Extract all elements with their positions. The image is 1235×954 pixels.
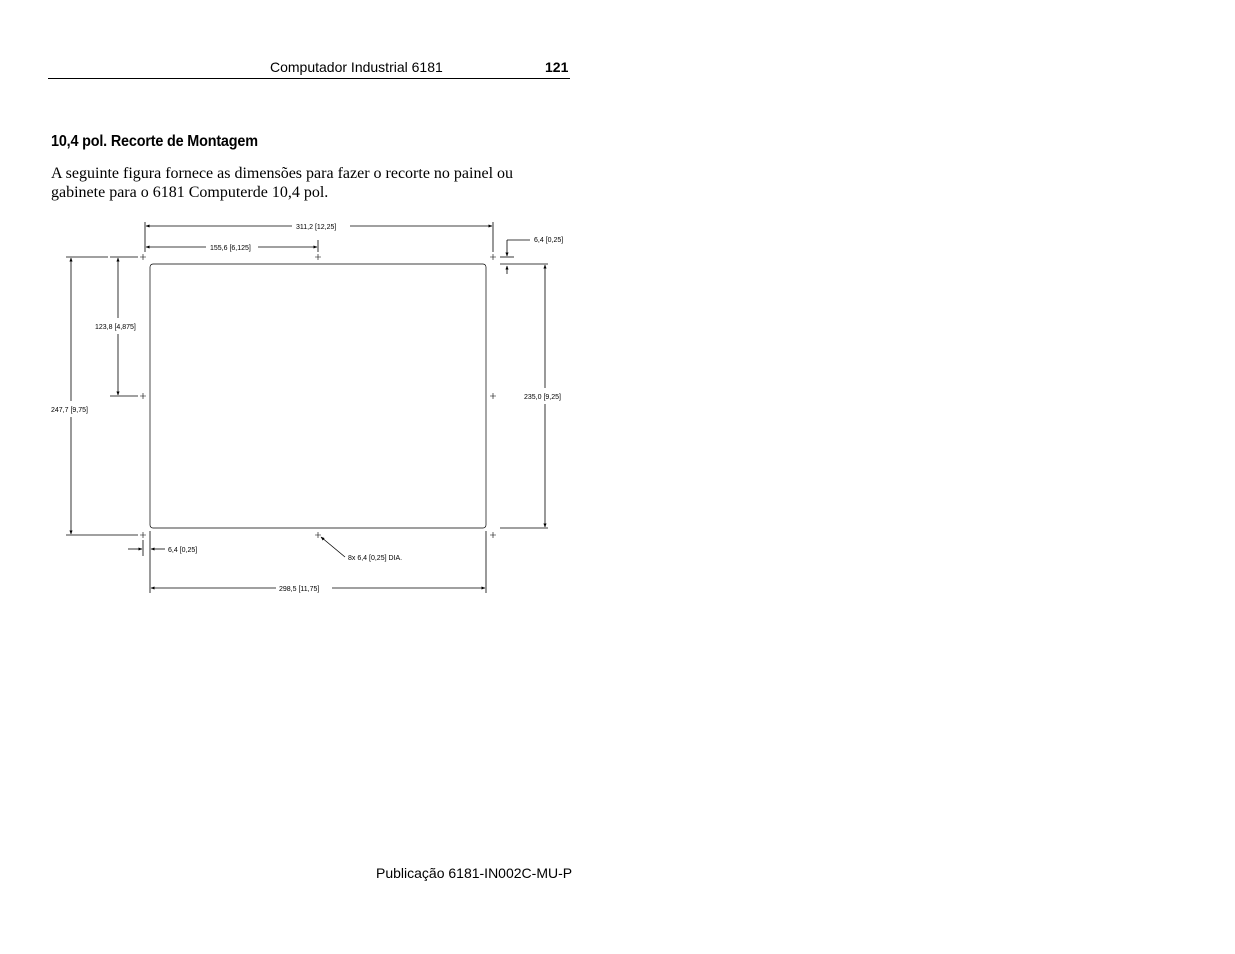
dim-holes-note: 8x 6,4 [0,25] DIA. xyxy=(348,555,403,562)
dim-cutout-width: 298,5 [11,75] xyxy=(279,586,320,593)
cutout-dimension-drawing xyxy=(0,210,620,610)
dim-hole-offset-top: 6,4 [0,25] xyxy=(534,237,564,244)
mounting-holes xyxy=(140,254,496,538)
dim-cutout-height: 235,0 [9,25] xyxy=(524,394,561,401)
section-title: 10,4 pol. Recorte de Montagem xyxy=(51,133,258,150)
dim-total-height: 247,7 [9,75] xyxy=(51,407,88,414)
dim-half-width: 155,6 [6,125] xyxy=(210,245,251,252)
cutout-rectangle xyxy=(150,264,486,528)
header-rule xyxy=(48,78,570,79)
running-header-title: Computador Industrial 6181 xyxy=(270,59,443,75)
dim-half-height: 123,8 [4,875] xyxy=(95,324,136,331)
section-body: A seguinte figura fornece as dimensões para fazer o recorte no painel ou gabinete para o 6181 Computerde 10,4 pol. xyxy=(51,165,514,201)
page-number: 121 xyxy=(545,59,569,75)
dim-hole-offset-bottom: 6,4 [0,25] xyxy=(168,547,198,554)
dim-total-width: 311,2 [12,25] xyxy=(296,224,337,231)
publication-footer: Publicação 6181-IN002C-MU-P xyxy=(376,865,573,881)
